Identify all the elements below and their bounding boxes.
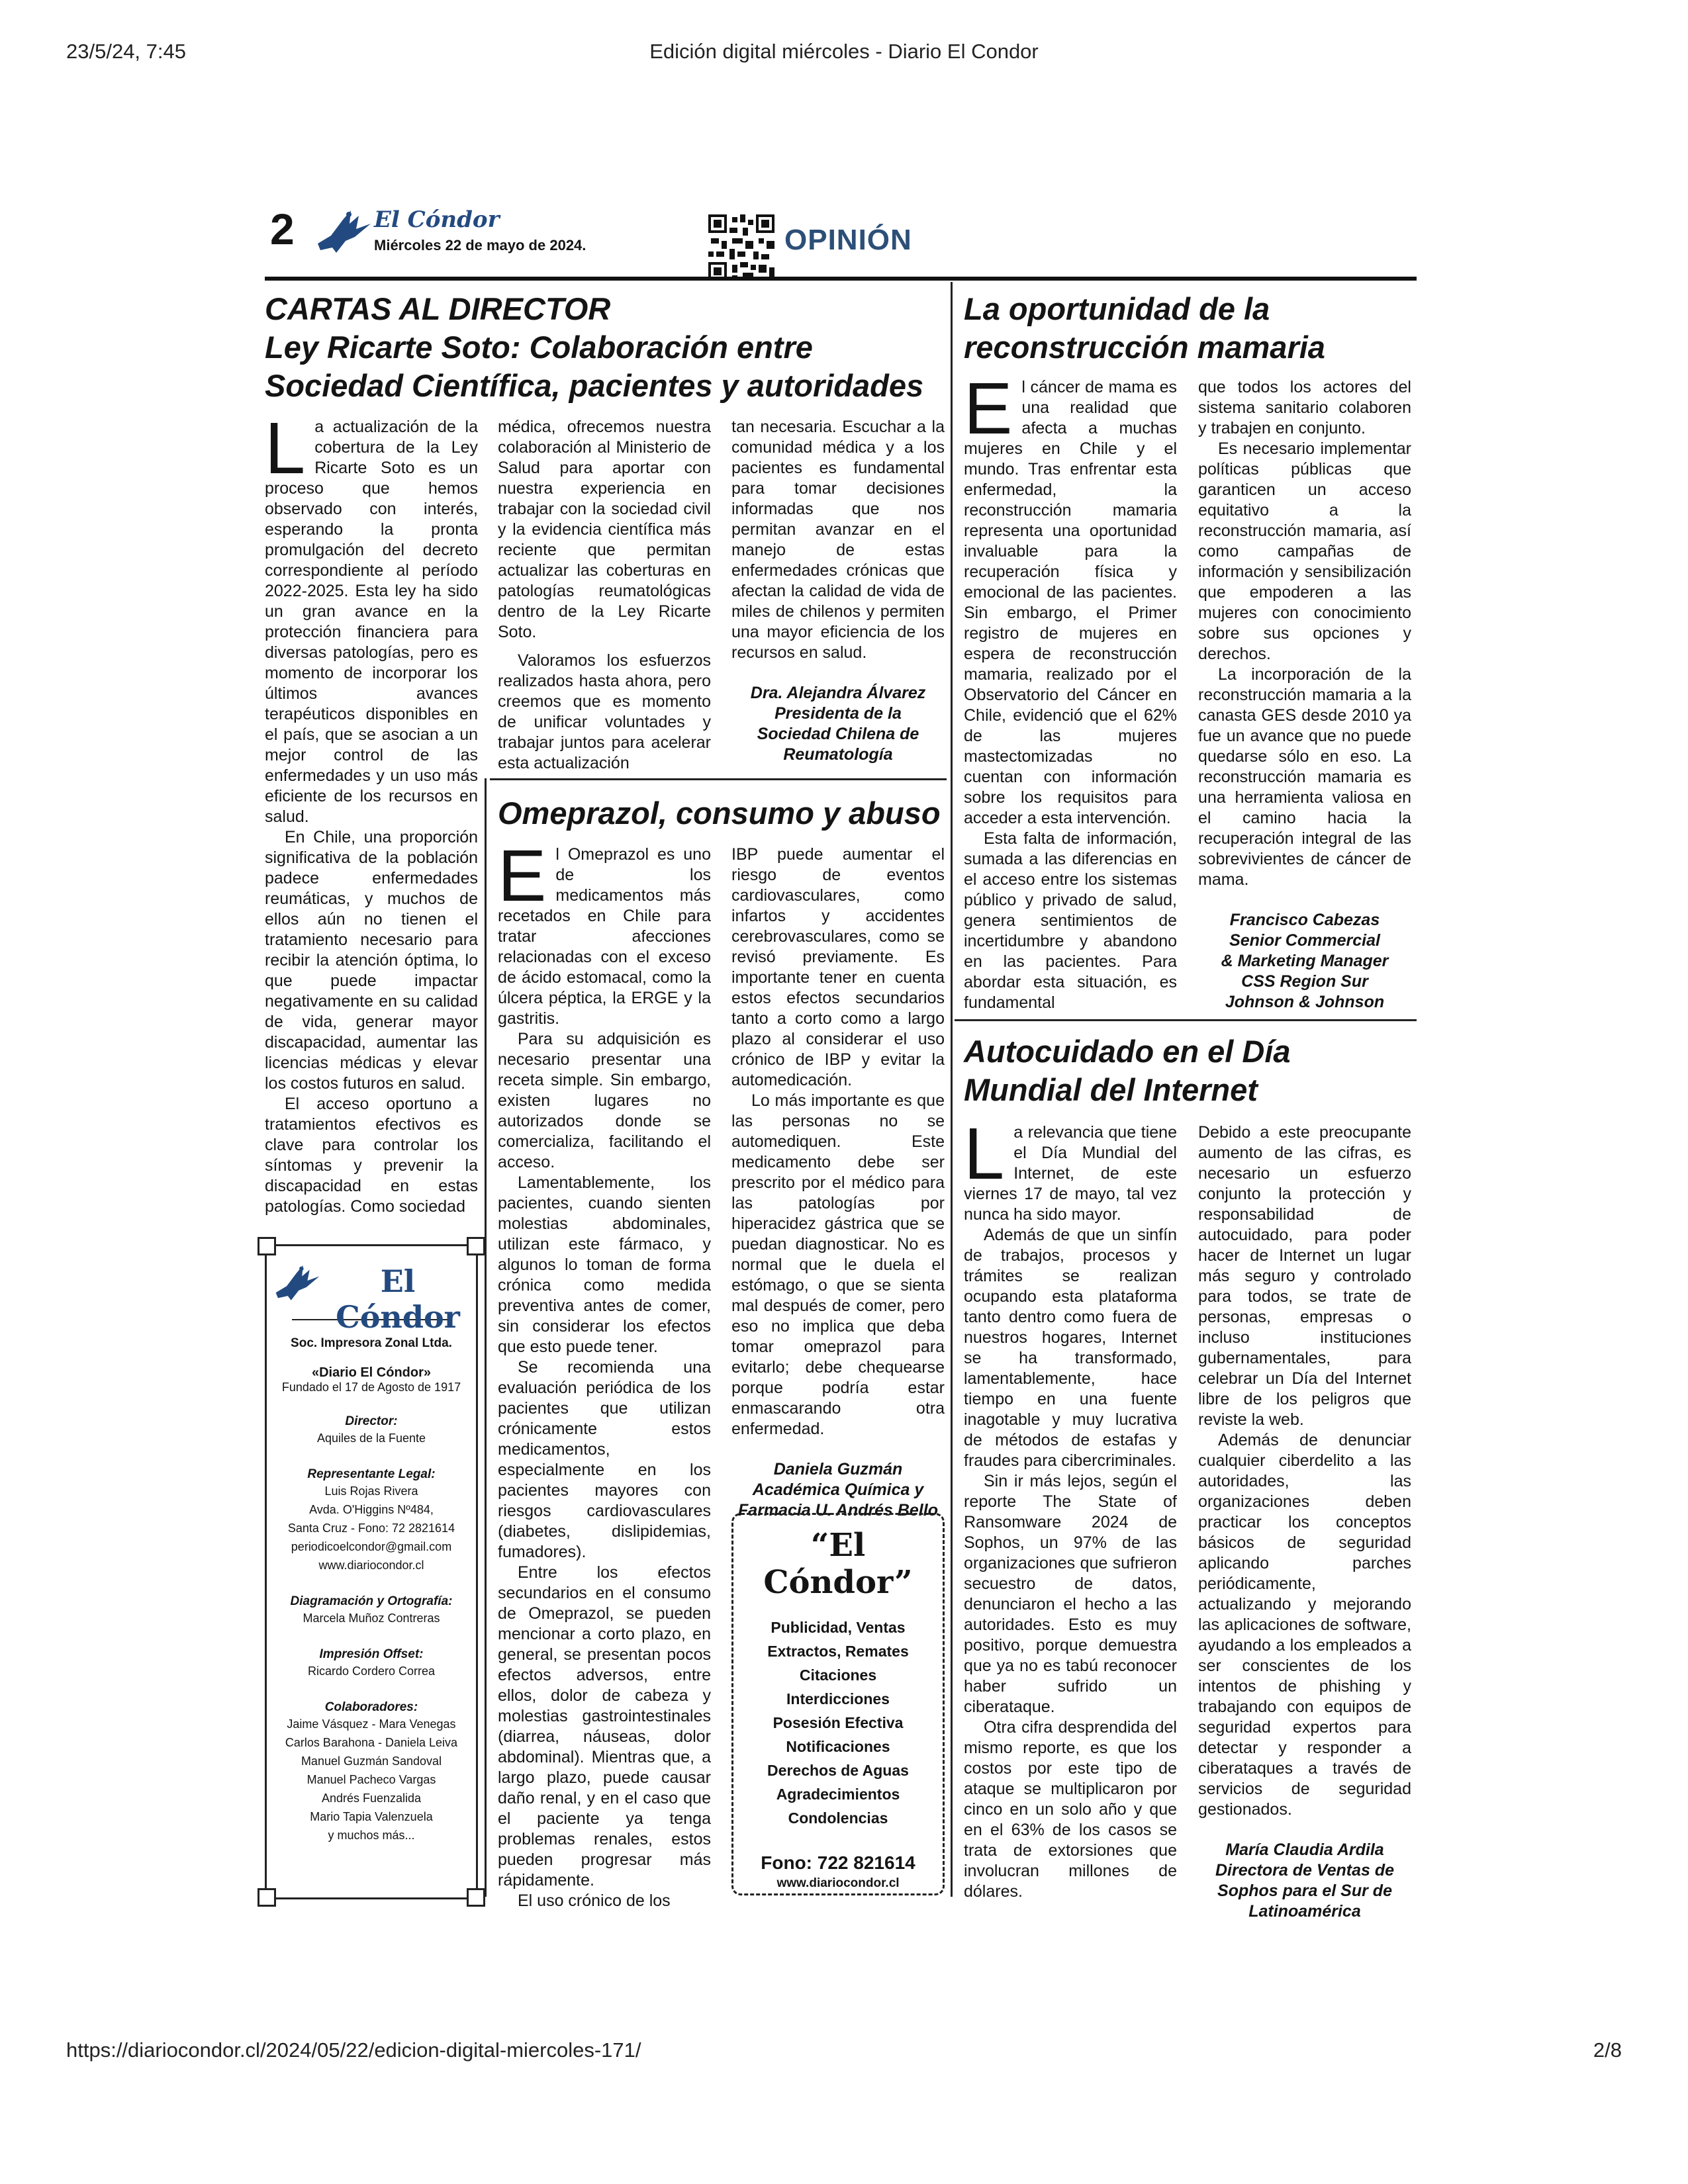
article1-column3 <box>731 417 945 765</box>
ad-phone: Fono: 722 821614 <box>761 1852 915 1873</box>
imprint-role-person: Marcela Muñoz Contreras <box>303 1612 440 1625</box>
article4-column1 <box>964 1113 1177 1902</box>
article4-column2 <box>1198 1122 1411 1922</box>
classifieds-ad-box <box>731 1513 945 1895</box>
dropcap: L <box>964 1113 1005 1195</box>
article2-col1-paragraph: Para su adquisición es necesario presentar una receta simple. Sin embargo, existen lugares no autorizados donde se comercializa, facilitando el acceso. <box>498 1030 711 1171</box>
print-page-counter: 2/8 <box>1593 2038 1622 2062</box>
article2-column2 <box>731 844 945 1521</box>
imprint-line: y muchos más... <box>328 1829 415 1842</box>
article1-heading-line2: Ley Ricarte Soto: Colaboración entre <box>265 330 813 365</box>
ad-item: Posesión Efectiva <box>773 1714 904 1731</box>
ad-item: Interdicciones <box>786 1690 890 1707</box>
article2-col1-paragraph: El uso crónico de los <box>518 1891 671 1910</box>
frame-corner <box>258 1888 276 1907</box>
ad-website[interactable]: www.diariocondor.cl <box>776 1876 900 1890</box>
article2-col1-paragraph: Lamentablemente, los pacientes, cuando sienten molestias abdominales, utilizan este fármaco, y algunos lo toman de forma crónica como medida preventiva antes de comer, sin considerar los efectos que esto puede tener. <box>498 1173 711 1356</box>
article3-col1-paragraph: Esta falta de información, sumada a las diferencias en el acceso entre los sistemas público y privado de salud, genera sentimientos de incertidumbre y abandono en las pacientes. Para abordar esta situación, es fundamental <box>964 829 1177 1012</box>
article2-column1 <box>498 835 711 1911</box>
article4-col1-paragraph: Además de que un sinfín de trabajos, procesos y trámites se realizan ocupando esta plataforma tanto dentro como fuera de nuestros hogares, Internet se ha transformado, lamentablemente, hace tiempo en una fuente inagotable y muy lucrativa de métodos de estafas y fraudes para cibercriminales. <box>964 1226 1177 1470</box>
article1-signature: Dra. Alejandra Álvarez Presidenta de la Sociedad Chilena de Reumatología <box>750 684 926 764</box>
ad-item: Agradecimientos <box>776 1786 900 1803</box>
article3-column2 <box>1198 377 1411 1013</box>
ad-item: Publicidad, Ventas <box>771 1619 906 1636</box>
imprint-box <box>265 1244 478 1899</box>
article2-signature: Daniela Guzmán Académica Química y Farmacia U. Andrés Bello <box>738 1460 938 1520</box>
section-divider-autocuidado <box>955 1019 1417 1021</box>
article1-col1-paragraph: En Chile, una proporción significativa de la población padece enfermedades reumáticas, y muchos de ellos aún no tienen el tratamiento necesario para recibir la atención óptima, lo que puede impactar negativamente en su calidad de vida, generar mayor discapacidad, aumentar las licencias médicas y elevar los costos futuros en salud. <box>265 828 478 1093</box>
article3-signature: Francisco Cabezas Senior Commercial & Marketing Manager CSS Region Sur Johnson & Johnson <box>1221 911 1389 1011</box>
imprint-line: Carlos Barahona - Daniela Leiva <box>285 1736 458 1749</box>
masthead-rule <box>265 277 1417 281</box>
article3-heading-line1: La oportunidad de la <box>964 291 1270 326</box>
article1-heading-line3: Sociedad Científica, pacientes y autoridades <box>265 368 924 403</box>
imprint-line: Manuel Pacheco Vargas <box>306 1773 436 1786</box>
dropcap: L <box>265 408 306 489</box>
browser-print-footer <box>66 2038 1622 2065</box>
article3-col2-paragraph: La incorporación de la reconstrucción mamaria a la canasta GES desde 2010 ya fue un avance que no puede quedarse sólo en eso. La reconstrucción mamaria es una herramienta valiosa en el camino hacia la recuperación integral de las sobrevivientes de cáncer de mama. <box>1198 665 1411 889</box>
article1-col2-paragraph: Valoramos los esfuerzos realizados hasta ahora, pero creemos que es momento de unificar voluntades y trabajar juntos para acelerar esta actualización <box>498 651 711 772</box>
article1-col1-paragraph: a actualización de la cobertura de la Ley Ricarte Soto es un proceso que hemos observado con interés, esperando la pronta promulgación del decreto correspondiente al período 2022-2025. Esta ley ha sido un gran avance en la protección financiera para diversas patologías, pero es momento de incorporar los últimos avances terapéuticos disponibles en el país, que se asocian a un mejor control de las enfermedades y un uso más eficiente de los recursos en salud. <box>265 418 478 826</box>
article3-heading-line2: reconstrucción mamaria <box>964 330 1325 365</box>
condor-bird-icon <box>316 206 373 259</box>
imprint-line: Andrés Fuenzalida <box>321 1792 422 1805</box>
masthead-date: Miércoles 22 de mayo de 2024. <box>374 237 586 253</box>
ad-item: Extractos, Remates <box>767 1643 909 1660</box>
article4-col1-paragraph: a relevancia que tiene el Día Mundial del Internet, de este viernes 17 de mayo, tal vez nunca ha sido mayor. <box>964 1123 1177 1224</box>
article2-col1-paragraph: l Omeprazol es uno de los medicamentos más recetados en Chile para tratar afecciones relacionadas con el exceso de ácido estomacal, como la úlcera péptica, la ERGE y la gastritis. <box>498 845 711 1028</box>
article2-col2-paragraph: Lo más importante es que las personas no se automediquen. Este medicamento debe ser prescrito por el médico para las patologías por hiperacidez gástrica que se puedan diagnosticar. No es normal que le duela el estómago, o que se sienta mal después de comer, pero eso no implica que deba tomar omeprazol para evitarlo; debe chequearse porque podría estar enmascarando otra enfermedad. <box>731 1091 945 1438</box>
dropcap: E <box>964 368 1013 449</box>
imprint-company: Soc. Impresora Zonal Ltda. <box>291 1336 452 1350</box>
condor-bird-icon <box>275 1261 321 1307</box>
ad-title: “El Cóndor” <box>763 1527 913 1601</box>
article2-col1-paragraph: Se recomienda una evaluación periódica de los pacientes que utilizan crónicamente estos medicamentos, especialmente en los pacientes mayores con riesgos cardiovasculares (diabetes, dislipidemias, fumadores). <box>498 1358 711 1561</box>
frame-corner <box>258 1237 276 1255</box>
imprint-logo <box>267 1257 476 1335</box>
ad-item: Condolencias <box>788 1809 888 1827</box>
article1-column2 <box>498 417 711 774</box>
frame-corner <box>467 1888 485 1907</box>
imprint-role-label: Colaboradores: <box>324 1700 418 1714</box>
imprint-role-label: Representante Legal: <box>307 1467 436 1481</box>
print-page-title: Edición digital miércoles - Diario El Condor <box>649 40 1039 63</box>
article4-col1-paragraph: Otra cifra desprendida del mismo reporte, es que los costos por este tipo de ataque se multiplicaron por cinco en un solo año y que en el 63% de los casos se trata de extorsiones que involucran millones de dólares. <box>964 1718 1177 1901</box>
imprint-role-person: Aquiles de la Fuente <box>316 1432 426 1445</box>
imprint-line: Santa Cruz - Fono: 72 2821614 <box>287 1522 455 1535</box>
column-divider-left <box>485 778 487 1897</box>
masthead-paper-name: El Cóndor <box>374 206 500 233</box>
imprint-email[interactable]: periodicoelcondor@gmail.com <box>291 1540 452 1553</box>
article2-heading: Omeprazol, consumo y abuso <box>498 796 941 831</box>
imprint-logo-text: El Cóndor <box>336 1263 460 1335</box>
imprint-role-person: Ricardo Cordero Correa <box>307 1664 436 1678</box>
ad-item: Citaciones <box>799 1666 877 1684</box>
page-number: 2 <box>270 205 295 253</box>
imprint-line: Manuel Guzmán Sandoval <box>301 1754 442 1768</box>
article2-col1-paragraph: Entre los efectos secundarios en el consumo de Omeprazol, se pueden mencionar a corto plazo, en general, se presentan pocos efectos adversos, entre ellos, dolor de cabeza y molestias gastrointestinales (diarrea, náuseas, dolor abdominal). Mientras que, a largo plazo, puede causar daño renal, y en el caso que el paciente ya tenga problemas renales, estos pueden progresar más rápidamente. <box>498 1563 711 1889</box>
browser-print-header <box>66 40 1622 66</box>
ad-item: Notificaciones <box>786 1738 890 1755</box>
imprint-publication: «Diario El Cóndor» <box>311 1365 432 1380</box>
print-url[interactable]: https://diariocondor.cl/2024/05/22/edicion-digital-miercoles-171/ <box>66 2038 641 2062</box>
article1-heading-line1: CARTAS AL DIRECTOR <box>265 291 611 326</box>
article1-col1-paragraph: El acceso oportuno a tratamientos efectivos es clave para controlar los síntomas y prevenir la discapacidad en estas patologías. Como sociedad <box>265 1095 478 1216</box>
article3-col2-paragraph: Es necesario implementar políticas públicas que garanticen un acceso equitativo a la reconstrucción mamaria, así como campañas de información y sensibilización que empoderen a las mujeres con conocimiento sobre sus opciones y derechos. <box>1198 439 1411 663</box>
article4-col2-paragraph: Además de denunciar cualquier ciberdelito a las autoridades, las organizaciones deben practicar los conceptos básicos de seguridad aplicando parches periódicamente, actualizando y mejorando las aplicaciones de software, ayudando a los empleados a ser conscientes de los intentos de phishing y trabajando con equipos de seguridad expertos para detectar y responder a ciberataques a través de servicios de seguridad gestionados. <box>1198 1431 1411 1819</box>
article3-col2-paragraph: que todos los actores del sistema sanitario colaboren y trabajen en conjunto. <box>1198 378 1411 437</box>
article4-signature: María Claudia Ardila Directora de Ventas de Sophos para el Sur de Latinoamérica <box>1215 1841 1394 1921</box>
imprint-line: Luis Rojas Rivera <box>324 1484 418 1498</box>
imprint-line: Jaime Vásquez - Mara Venegas <box>287 1717 456 1731</box>
article4-col2-paragraph: Debido a este preocupante aumento de las cifras, es necesario un esfuerzo conjunto la protección y responsabilidad de autocuidado, para poder hacer de Internet un lugar más seguro y controlado para todos, se trate de personas, empresas o incluso instituciones gubernamentales, para celebrar un Día del Internet libre de los peligros que reviste la web. <box>1198 1123 1411 1429</box>
imprint-founded: Fundado el 17 de Agosto de 1917 <box>281 1381 461 1394</box>
qr-code-icon[interactable] <box>708 214 774 281</box>
newspaper-masthead <box>265 199 1417 278</box>
article4-heading-line1: Autocuidado en el Día <box>964 1034 1291 1069</box>
article4-heading-line2: Mundial del Internet <box>964 1072 1258 1107</box>
imprint-role-label: Diagramación y Ortografía: <box>290 1594 453 1608</box>
article4-col1-paragraph: Sin ir más lejos, según el reporte The State of Ransomware 2024 de Sophos, un 97% de las organizaciones que sufrieron secuestro de datos, denunciaron el hecho a las autoridades. Esto es muy positivo, porque demuestra que ya no es tabú reconocer haber sufrido un ciberataque. <box>964 1472 1177 1716</box>
imprint-line: Avda. O'Higgins Nº484, <box>309 1503 434 1516</box>
article1-col2-paragraph: médica, ofrecemos nuestra colaboración al Ministerio de Salud para aportar con nuestra experiencia en trabajar con la sociedad civil y la evidencia científica más reciente que permitan actualizar las coberturas en patologías reumatológicas dentro de la Ley Ricarte Soto. <box>498 418 711 641</box>
article3-col1-paragraph: l cáncer de mama es una realidad que afecta a muchas mujeres en Chile y el mundo. Tras enfrentar esta enfermedad, la reconstrucción mamaria representa una oportunidad invaluable para la recuperación física y emocional de las pacientes. Sin embargo, el Primer registro de mujeres en espera de reconstrucción mamaria, realizado por el Observatorio del Cáncer en Chile, evidenció que el 62% de las mujeres mastectomizadas no cuentan con información sobre los requisitos para acceder a esta intervención. <box>964 378 1177 827</box>
section-divider-omeprazol <box>490 778 947 780</box>
frame-corner <box>467 1237 485 1255</box>
ad-item: Derechos de Aguas <box>767 1762 909 1779</box>
imprint-role-label: Impresión Offset: <box>319 1647 424 1661</box>
dropcap: E <box>498 835 547 917</box>
article3-column1 <box>964 368 1177 1013</box>
article2-col2-paragraph: IBP puede aumentar el riesgo de eventos cardiovasculares, como infartos y accidentes cerebrovasculares, como se revisó previamente. Es importante tener en cuenta estos efectos secundarios tanto a corto como a largo plazo al considerar el uso crónico de IBP y evitar la automedicación. <box>731 845 945 1089</box>
imprint-website[interactable]: www.diariocondor.cl <box>318 1559 424 1572</box>
article1-column1 <box>265 408 478 1217</box>
print-datetime: 23/5/24, 7:45 <box>66 40 186 63</box>
section-title: OPINIÓN <box>784 224 912 256</box>
imprint-role-label: Director: <box>345 1414 398 1428</box>
column-divider-main <box>951 282 953 1897</box>
imprint-line: Mario Tapia Valenzuela <box>310 1810 433 1823</box>
article1-col3-paragraph: tan necesaria. Escuchar a la comunidad médica y a los pacientes es fundamental para tomar decisiones informadas que nos permitan avanzar en el manejo de estas enfermedades crónicas que afectan la calidad de vida de miles de chilenos y permiten una mayor eficiencia de los recursos en salud. <box>731 418 945 662</box>
